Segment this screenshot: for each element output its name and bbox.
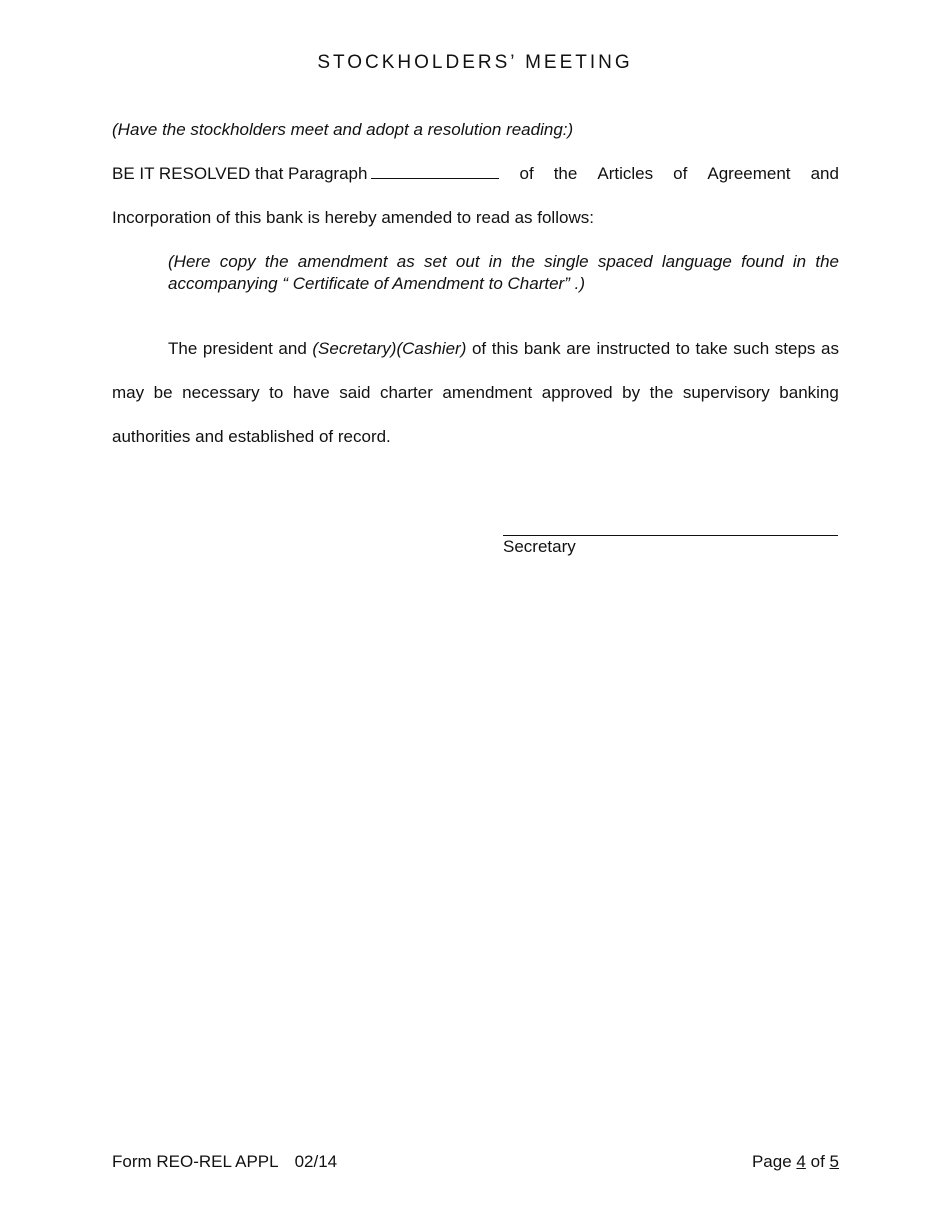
paragraph-word: are xyxy=(566,339,591,358)
paragraph-word: have xyxy=(292,383,330,402)
paragraph-word: take xyxy=(695,339,728,358)
signature-line xyxy=(503,535,838,536)
paragraph-word: necessary xyxy=(182,383,260,402)
page-total: 5 xyxy=(829,1152,839,1171)
paragraph-word: by xyxy=(622,383,641,402)
paragraph-word: to xyxy=(675,339,690,358)
page-of: of xyxy=(810,1152,825,1171)
page-number xyxy=(752,1152,839,1172)
resolution-word: Articles xyxy=(597,164,654,183)
paragraph-word: amendment xyxy=(442,383,533,402)
paragraph-word: banking xyxy=(779,383,839,402)
resolution-word: Agreement xyxy=(707,164,791,183)
form-identifier xyxy=(112,1152,337,1172)
paragraph-word: supervisory xyxy=(682,383,770,402)
page-prefix: Page xyxy=(751,1152,792,1171)
resolution-word: of xyxy=(673,164,688,183)
instruction-paragraph-line-3: authorities and established of record. xyxy=(112,427,391,446)
paragraph-word: president xyxy=(202,339,273,358)
document-title: STOCKHOLDERS’ MEETING xyxy=(317,52,633,73)
form-number: Form REO-REL APPL xyxy=(112,1152,279,1171)
paragraph-word: as xyxy=(821,339,839,358)
paragraph-number-blank xyxy=(371,164,499,179)
instruction-paragraph-line-2 xyxy=(112,383,839,403)
paragraph-word: the xyxy=(649,383,674,402)
resolution-word: the xyxy=(553,164,578,183)
resolution-word: and xyxy=(810,164,839,183)
resolution-lead: BE IT RESOLVED that Paragraph xyxy=(112,164,368,183)
paragraph-word: be xyxy=(153,383,173,402)
paragraph-word: steps xyxy=(774,339,816,358)
paragraph-word: this xyxy=(491,339,519,358)
paragraph-word: and xyxy=(278,339,307,358)
amendment-note-line-2: accompanying “ Certificate of Amendment to Charter” .) xyxy=(168,274,585,293)
paragraph-word: approved xyxy=(541,383,613,402)
officer-title-options: (Secretary)(Cashier) xyxy=(312,339,467,358)
amendment-note-line-1: (Here copy the amendment as set out in the single spaced language found in the xyxy=(168,252,839,271)
resolution-line-1 xyxy=(112,164,839,184)
paragraph-word: The xyxy=(168,339,198,358)
paragraph-word: bank xyxy=(523,339,561,358)
paragraph-word: said xyxy=(339,383,371,402)
resolution-word: of xyxy=(519,164,534,183)
form-date: 02/14 xyxy=(294,1152,338,1171)
signature-label: Secretary xyxy=(503,537,576,556)
instruction-text: (Have the stockholders meet and adopt a resolution reading:) xyxy=(112,120,574,139)
resolution-lead-group xyxy=(112,164,499,184)
paragraph-word: may xyxy=(112,383,145,402)
paragraph-word: to xyxy=(269,383,284,402)
page-current: 4 xyxy=(796,1152,806,1171)
paragraph-word: instructed xyxy=(596,339,671,358)
instruction-paragraph-line-1 xyxy=(168,339,839,359)
paragraph-word: charter xyxy=(379,383,433,402)
paragraph-word: of xyxy=(471,339,487,358)
paragraph-word: such xyxy=(733,339,770,358)
resolution-line-2: Incorporation of this bank is hereby amended to read as follows: xyxy=(112,208,594,227)
